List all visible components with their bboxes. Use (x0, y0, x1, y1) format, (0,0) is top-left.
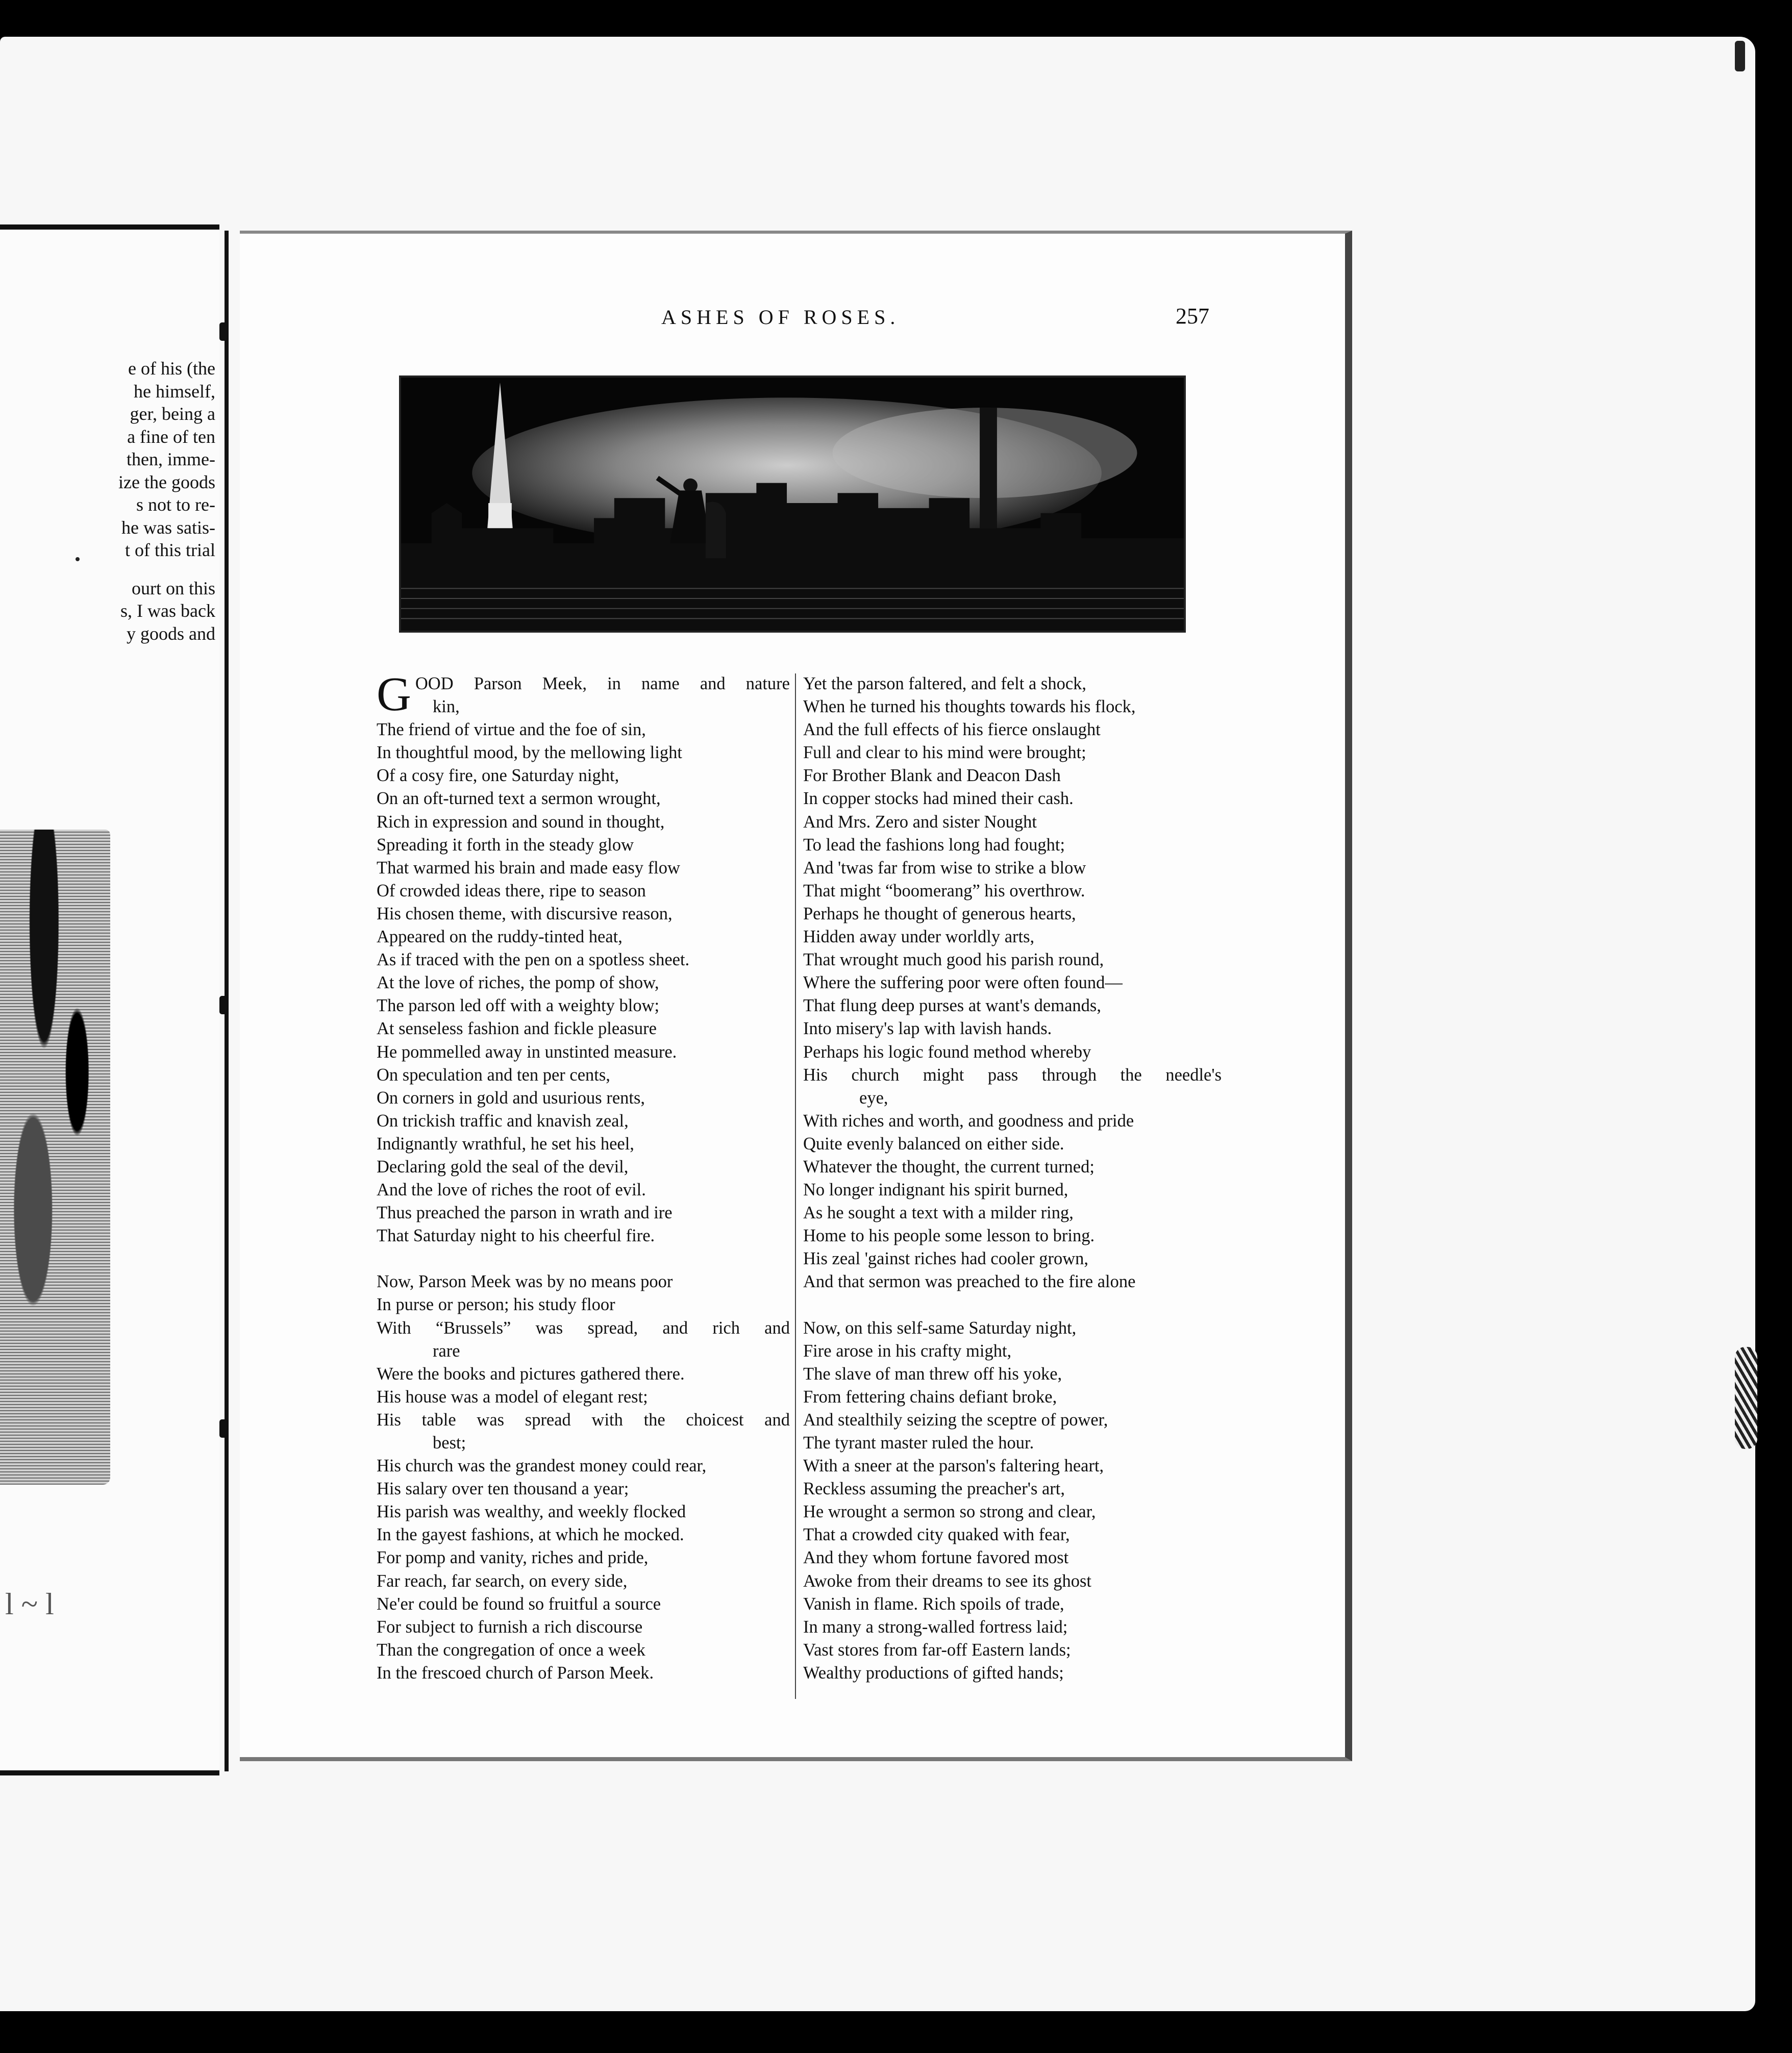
poem-line (377, 1270, 790, 1293)
right-page (240, 231, 1352, 1761)
poem-line-text: At the love of riches, the pomp of show, (377, 973, 659, 993)
poem-line-text: For pomp and vanity, riches and pride, (377, 1548, 649, 1568)
poem-line (377, 1064, 790, 1087)
poem-line-text: He wrought a sermon so strong and clear, (803, 1502, 1096, 1522)
poem-line (803, 787, 1222, 810)
poem-line (803, 695, 1222, 718)
poem-line (803, 1133, 1222, 1156)
poem-line-text: To lead the fashions long had fought; (803, 835, 1065, 855)
poem-line (377, 925, 790, 948)
text-line: y goods and (127, 623, 215, 644)
poem-line-text: Appeared on the ruddy-tinted heat, (377, 927, 623, 947)
poem-line-text: That Saturday night to his cheerful fire. (377, 1226, 655, 1246)
poem-line (377, 1293, 790, 1316)
poem-line-text: Rich in expression and sound in thought, (377, 812, 665, 832)
poem-line (377, 1041, 790, 1064)
poem-line (377, 1156, 790, 1179)
poem-line (803, 1110, 1222, 1133)
poem-line-text: The parson led off with a weighty blow; (377, 996, 660, 1016)
poem-line (377, 1639, 790, 1662)
poem-line (377, 1363, 790, 1386)
poem-line-text: best; (433, 1433, 466, 1453)
poem-line-text: And the full effects of his fierce onslaught (803, 720, 1101, 740)
poem-line-text: He pommelled away in unstinted measure. (377, 1042, 677, 1062)
poem-line (377, 811, 790, 834)
poem-line (803, 741, 1222, 764)
poem-line-text: His house was a model of elegant rest; (377, 1387, 648, 1407)
poem-line (377, 695, 790, 718)
poem-line (803, 764, 1222, 787)
city-fire-engraving (399, 375, 1186, 633)
page-number: 257 (1176, 304, 1209, 329)
poem-stanza (803, 1317, 1222, 1685)
poem-line (377, 1593, 790, 1616)
poem-line (803, 1662, 1222, 1685)
poem-line (377, 764, 790, 787)
poem-line (377, 718, 790, 741)
poem-line (803, 1639, 1222, 1662)
text-line: ourt on this (131, 578, 215, 598)
poem-line (803, 971, 1222, 994)
poem-line-text: The friend of virtue and the foe of sin, (377, 720, 646, 740)
poem-line-text: Were the books and pictures gathered there. (377, 1364, 685, 1384)
poem-stanza (377, 1270, 790, 1685)
poem-line (803, 834, 1222, 857)
left-page-paragraph (1, 357, 215, 562)
poem-line-text: Indignantly wrathful, he set his heel, (377, 1134, 634, 1154)
poem-line-text: That flung deep purses at want's demands, (803, 996, 1101, 1016)
poem-line-text: In copper stocks had mined their cash. (803, 789, 1074, 809)
poem-line (377, 1133, 790, 1156)
poem-line (803, 1340, 1222, 1363)
poem-line-text: That a crowded city quaked with fear, (803, 1525, 1070, 1545)
poem-line (377, 1087, 790, 1110)
poem-line-text: As he sought a text with a milder ring, (803, 1203, 1074, 1223)
poem-line (377, 1616, 790, 1639)
poem-line (377, 948, 790, 971)
drop-cap: G (377, 668, 411, 721)
poem-line-text: From fettering chains defiant broke, (803, 1387, 1057, 1407)
poem-column-left (377, 668, 790, 1708)
poem-line (377, 1017, 790, 1040)
poem-line-text: His church might pass through the needle's (803, 1065, 1222, 1085)
poem-line (803, 1386, 1222, 1409)
corner-clip (1735, 41, 1745, 71)
poem-line-text: And they whom fortune favored most (803, 1548, 1069, 1568)
poem-line (377, 1179, 790, 1201)
poem-line-text: Ne'er could be found so fruitful a source (377, 1594, 661, 1614)
poem-line (803, 994, 1222, 1017)
poem-line (803, 1523, 1222, 1546)
poem-line-text: In the gayest fashions, at which he mocked. (377, 1525, 684, 1545)
binding-stitch (219, 996, 229, 1014)
poem-line-text: Spreading it forth in the steady glow (377, 835, 634, 855)
poem-line (803, 948, 1222, 971)
poem-line (803, 1179, 1222, 1201)
poem-line-text: Vast stores from far-off Eastern lands; (803, 1640, 1071, 1660)
poem-line-text: His chosen theme, with discursive reason, (377, 904, 673, 923)
poem-line-text: In many a strong-walled fortress laid; (803, 1617, 1068, 1637)
poem-line (377, 1110, 790, 1133)
poem-line (377, 971, 790, 994)
poem-line-text: Perhaps he thought of generous hearts, (803, 904, 1076, 923)
poem-column-right (803, 672, 1222, 1708)
text-line: he himself, (134, 381, 215, 402)
poem-line-text: Now, Parson Meek was by no means poor (377, 1272, 673, 1292)
poem-line (803, 1317, 1222, 1340)
poem-line-text: On trickish traffic and knavish zeal, (377, 1111, 629, 1131)
poem-line-text: Thus preached the parson in wrath and ire (377, 1203, 673, 1223)
poem-line (803, 903, 1222, 925)
poem-line-text: His church was the grandest money could rear, (377, 1456, 707, 1476)
poem-stanza (377, 668, 790, 1247)
poem-line (803, 857, 1222, 880)
poem-line-text: Awoke from their dreams to see its ghost (803, 1571, 1092, 1591)
poem-line (803, 1593, 1222, 1616)
poem-line (377, 1386, 790, 1409)
poem-line-text: Than the congregation of once a week (377, 1640, 645, 1660)
text-line: ize the goods (118, 471, 215, 492)
poem-line-text: Fire arose in his crafty might, (803, 1341, 1012, 1361)
poem-line (803, 1247, 1222, 1270)
text-line: he was satis- (121, 517, 215, 538)
text-line: ger, being a (130, 404, 215, 424)
poem-line-text: Of a cosy fire, one Saturday night, (377, 766, 619, 786)
poem-line-text: And that sermon was preached to the fire alone (803, 1272, 1136, 1292)
poem-line-text: In purse or person; his study floor (377, 1295, 615, 1315)
text-line: a fine of ten (127, 426, 215, 447)
page-edge-tab (1735, 1347, 1757, 1449)
poem-line (803, 1017, 1222, 1040)
poem-line-text: Whatever the thought, the current turned; (803, 1157, 1094, 1176)
text-line: s, I was back (120, 600, 215, 621)
poem-line-text: Quite evenly balanced on either side. (803, 1134, 1064, 1154)
poem-line (803, 925, 1222, 948)
poem-line (377, 1201, 790, 1224)
poem-line-text: On corners in gold and usurious rents, (377, 1088, 645, 1108)
text-line: s not to re- (136, 494, 215, 515)
poem-line-text: Home to his people some lesson to bring. (803, 1226, 1095, 1246)
left-page-text (1, 357, 215, 660)
poem-line (803, 1201, 1222, 1224)
poem-line-text: Now, on this self-same Saturday night, (803, 1318, 1077, 1338)
poem-line-text: That warmed his brain and made easy flow (377, 858, 680, 878)
poem-line-text: Where the suffering poor were often found— (803, 973, 1123, 993)
poem-line-text: Wealthy productions of gifted hands; (803, 1663, 1064, 1683)
poem-line (377, 1455, 790, 1478)
poem-line (377, 1570, 790, 1593)
poem-line (803, 672, 1222, 695)
poem-line-text: Into misery's lap with lavish hands. (803, 1019, 1052, 1039)
text-line: t of this trial (125, 540, 215, 560)
poem-line (377, 1662, 790, 1685)
left-page-paragraph (1, 577, 215, 645)
text-line: e of his (the (128, 358, 215, 379)
poem-line (803, 1500, 1222, 1523)
poem-line-text: Declaring gold the seal of the devil, (377, 1157, 629, 1176)
running-title: ASHES OF ROSES. (661, 306, 900, 329)
poem-line-text: Reckless assuming the preacher's art, (803, 1479, 1065, 1499)
poem-line-text: With riches and worth, and goodness and pride (803, 1111, 1134, 1131)
poem-line (803, 1087, 1222, 1110)
poem-line (377, 1523, 790, 1546)
poem-line-text: That wrought much good his parish round, (803, 950, 1104, 970)
poem-line-text: His parish was wealthy, and weekly flocked (377, 1502, 686, 1522)
poem-line (377, 1340, 790, 1363)
poem-line-text: With a sneer at the parson's faltering heart, (803, 1456, 1104, 1476)
poem-line-text: In thoughtful mood, by the mellowing light (377, 743, 682, 763)
poem-line-text: Hidden away under worldly arts, (803, 927, 1035, 947)
palm-hut-engraving-fragment (0, 830, 110, 1485)
poem-line-text: And Mrs. Zero and sister Nought (803, 812, 1037, 832)
poem-line-text: And 'twas far from wise to strike a blow (803, 858, 1086, 878)
poem-line (803, 1616, 1222, 1639)
poem-line-text: That might “boomerang” his overthrow. (803, 881, 1085, 900)
poem-line-text: The slave of man threw off his yoke, (803, 1364, 1062, 1384)
poem-line (377, 1546, 790, 1569)
poem-line-text: And the love of riches the root of evil. (377, 1180, 646, 1200)
poem-line (377, 834, 790, 857)
poem-line-text: With “Brussels” was spread, and rich and (377, 1318, 790, 1338)
poem-line-text: OOD Parson Meek, in name and nature (415, 674, 790, 693)
poem-line (803, 1064, 1222, 1087)
poem-line-text: Perhaps his logic found method whereby (803, 1042, 1091, 1062)
poem-line (803, 1409, 1222, 1432)
text-line: then, imme- (127, 449, 215, 469)
poem-line (377, 1500, 790, 1523)
binding-stitch (219, 1419, 229, 1438)
poem-line (803, 1546, 1222, 1569)
poem-line (377, 1478, 790, 1500)
poem-line (377, 880, 790, 903)
poem-line (377, 903, 790, 925)
poem-line (377, 1409, 790, 1432)
poem-line (803, 1041, 1222, 1064)
poem-line (803, 1363, 1222, 1386)
poem-line (803, 811, 1222, 834)
poem-line-text: As if traced with the pen on a spotless sheet. (377, 950, 690, 970)
poem-line-text: Of crowded ideas there, ripe to season (377, 881, 646, 900)
poem-line (803, 1570, 1222, 1593)
poem-line (377, 1224, 790, 1247)
poem-line-text: rare (433, 1341, 460, 1361)
poem-line (803, 1224, 1222, 1247)
column-rule (795, 673, 796, 1699)
poem-stanza (803, 672, 1222, 1294)
poem-line-text: Vanish in flame. Rich spoils of trade, (803, 1594, 1064, 1614)
poem-line (377, 672, 790, 695)
poem-line (803, 1432, 1222, 1455)
poem-line-text: The tyrant master ruled the hour. (803, 1433, 1034, 1453)
poem-line-text: On speculation and ten per cents, (377, 1065, 610, 1085)
poem-line-text: When he turned his thoughts towards his flock, (803, 697, 1136, 717)
poem-line (803, 718, 1222, 741)
poem-line-text: His salary over ten thousand a year; (377, 1479, 629, 1499)
poem-line-text: On an oft-turned text a sermon wrought, (377, 789, 661, 809)
pencil-scribble: l ~ l (5, 1587, 54, 1621)
poem-line-text: His table was spread with the choicest and (377, 1410, 790, 1430)
binding-stitch (219, 322, 229, 341)
poem-line-text: No longer indignant his spirit burned, (803, 1180, 1068, 1200)
poem-line (377, 1432, 790, 1455)
poem-line-text: And stealthily seizing the sceptre of power, (803, 1410, 1108, 1430)
poem-line-text: At senseless fashion and fickle pleasure (377, 1019, 657, 1039)
poem-line (803, 1270, 1222, 1293)
poem-line-text: eye, (859, 1088, 888, 1108)
poem-line (803, 1455, 1222, 1478)
poem-line (803, 1156, 1222, 1179)
poem-line (803, 880, 1222, 903)
poem-line (377, 1317, 790, 1340)
poem-line (377, 994, 790, 1017)
poem-line-text: In the frescoed church of Parson Meek. (377, 1663, 654, 1683)
poem-line-text: kin, (433, 697, 460, 717)
poem-line (377, 857, 790, 880)
poem-line (803, 1478, 1222, 1500)
poem-line-text: For subject to furnish a rich discourse (377, 1617, 643, 1637)
poem-line (377, 741, 790, 764)
poem-line-text: Full and clear to his mind were brought; (803, 743, 1086, 763)
poem-line-text: His zeal 'gainst riches had cooler grown, (803, 1249, 1088, 1269)
ink-dot (76, 557, 80, 561)
poem-line (377, 787, 790, 810)
poem-line-text: Yet the parson faltered, and felt a shock, (803, 674, 1087, 693)
poem-line-text: For Brother Blank and Deacon Dash (803, 766, 1061, 786)
poem-line-text: Far reach, far search, on every side, (377, 1571, 628, 1591)
